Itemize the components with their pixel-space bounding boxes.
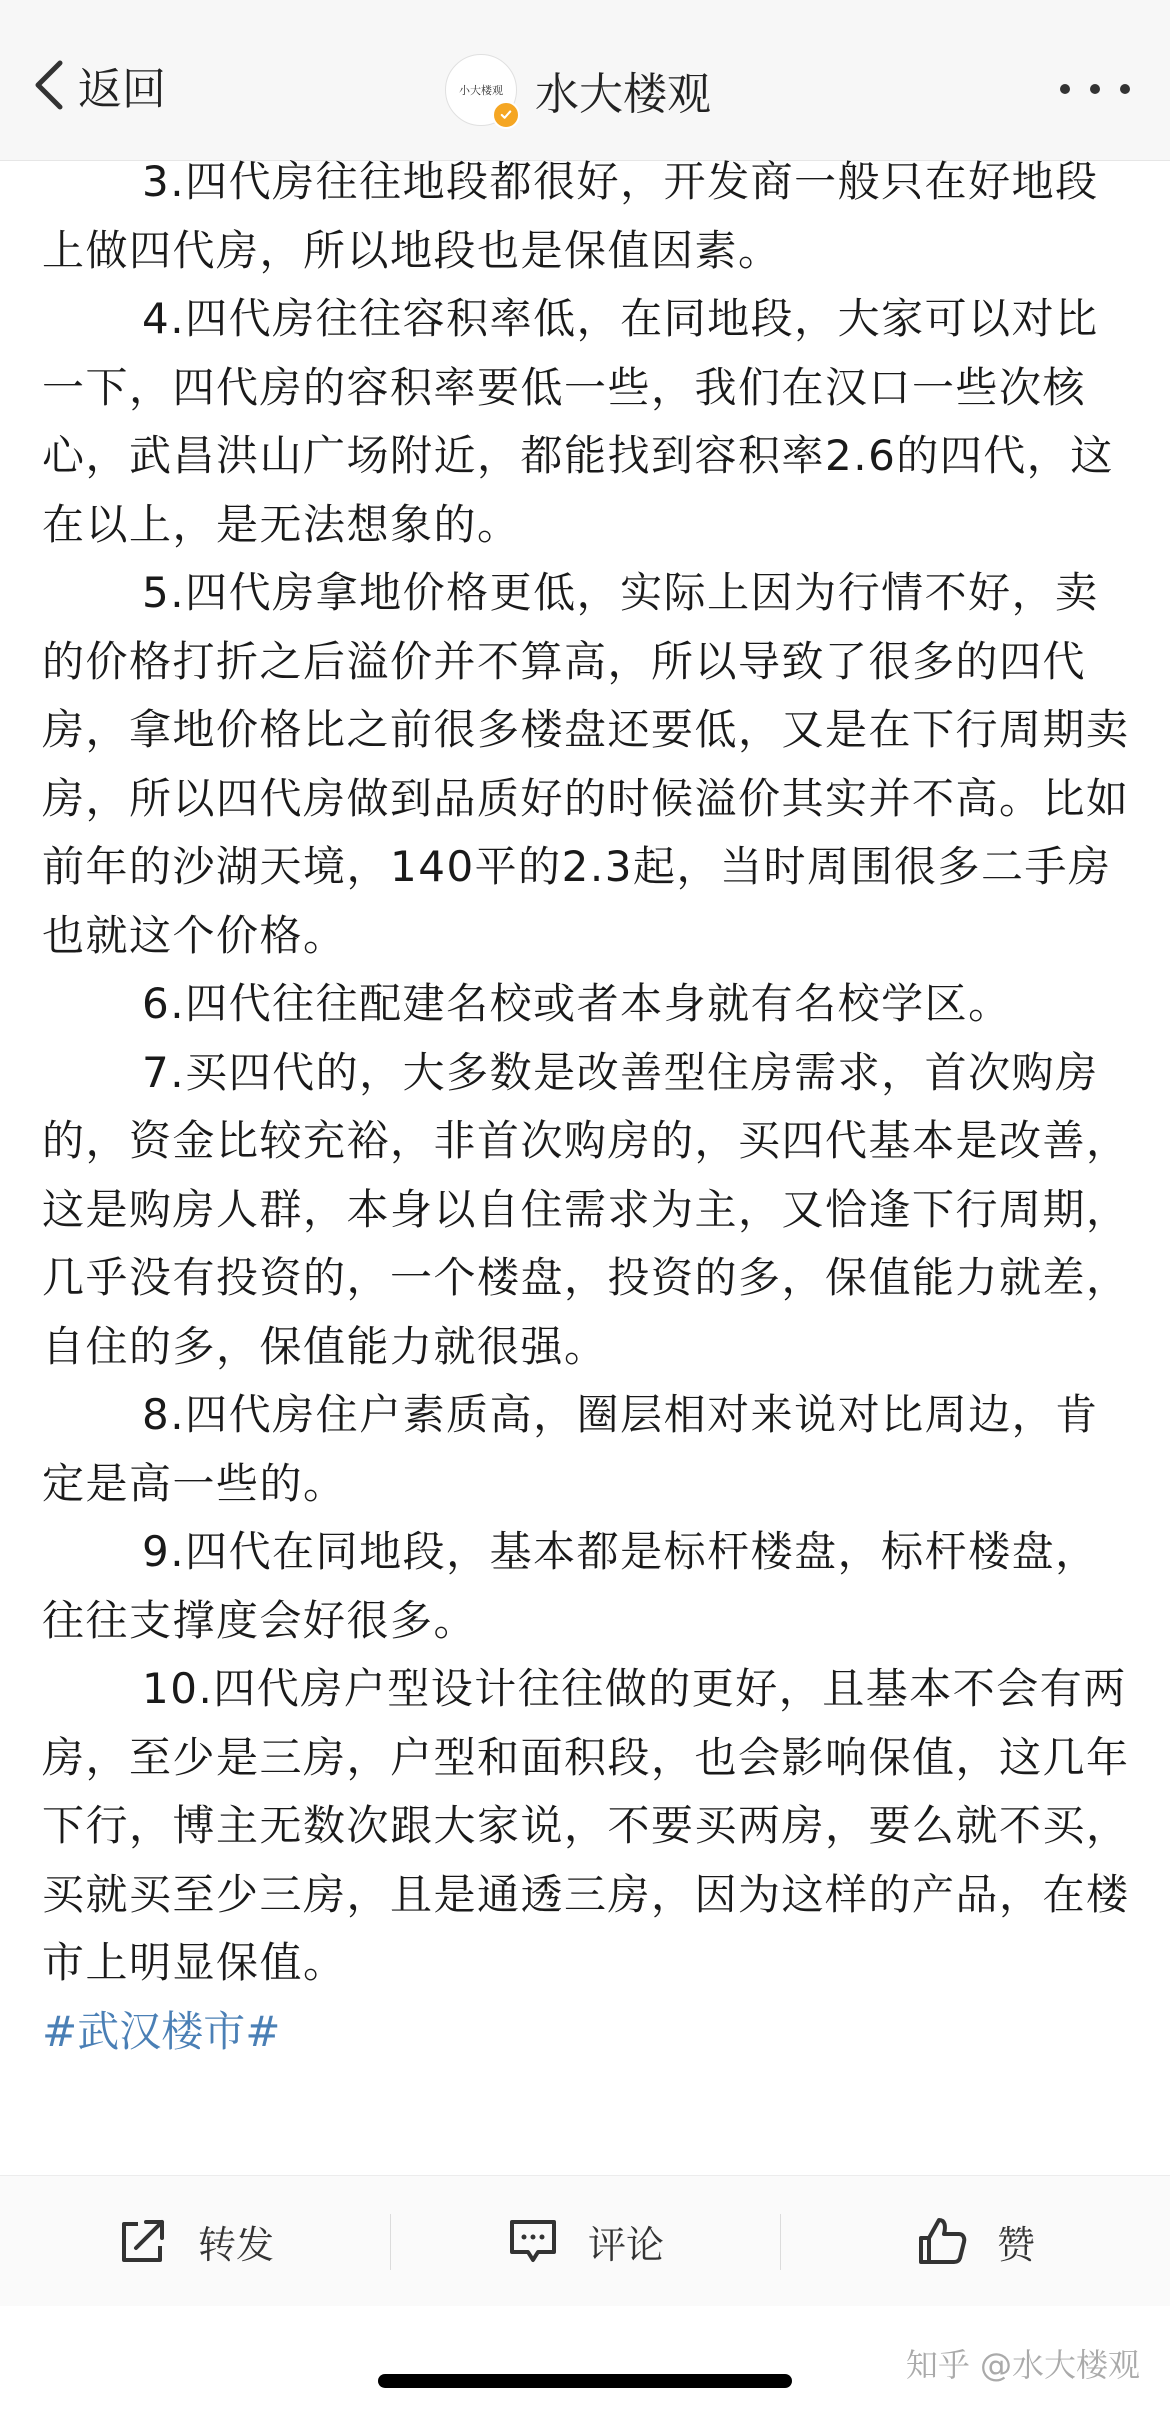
post-paragraph-4: 4.四代房往往容积率低，在同地段，大家可以对比一下，四代房的容积率要低一些，我们在汉口一些次核心，武昌洪山广场附近，都能找到容积率2.6的四代，这在以上，是无法想象的。 [42, 294, 1114, 549]
post-paragraph-3: 3.四代房往往地段都很好，开发商一般只在好地段上做四代房，所以地段也是保值因素。 [42, 157, 1099, 275]
repost-label: 转发 [197, 2222, 274, 2267]
comment-icon [506, 2214, 560, 2268]
watermark: 知乎 @水大楼观 [905, 2346, 1140, 2384]
post-paragraph-6: 6.四代往往配建名校或者本身就有名校学区。 [142, 979, 1012, 1028]
more-dots-icon[interactable] [1060, 74, 1130, 104]
hashtag-link[interactable]: #武汉楼市# [42, 2006, 281, 2056]
comment-button[interactable] [390, 2176, 780, 2306]
account-name[interactable]: 水大楼观 [535, 69, 711, 120]
post-content [42, 148, 1132, 2066]
like-label: 赞 [996, 2222, 1035, 2267]
avatar-text: 小大楼观 [459, 84, 503, 97]
back-label: 返回 [78, 64, 166, 115]
account-header[interactable] [445, 50, 711, 130]
verified-badge-icon [492, 101, 520, 129]
post-paragraph-7: 7.买四代的，大多数是改善型住房需求，首次购房的，资金比较充裕，非首次购房的，买四代基本是改善，这是购房人群，本身以自住需求为主，又恰逢下行周期，几乎没有投资的，一个楼盘，投资的多，保值能力就差，自住的多，保值能力就很强。 [42, 1047, 1130, 1371]
repost-button[interactable] [0, 2176, 390, 2306]
comment-label: 评论 [587, 2222, 664, 2267]
thumbs-up-icon [915, 2214, 969, 2268]
chevron-left-icon [30, 55, 70, 115]
post-paragraph-8: 8.四代房住户素质高，圈层相对来说对比周边，肯定是高一些的。 [42, 1390, 1099, 1508]
share-icon [116, 2214, 170, 2268]
action-bar [0, 2176, 1170, 2306]
top-nav-bar [0, 0, 1170, 161]
back-button[interactable] [30, 55, 166, 115]
post-paragraph-10: 10.四代房户型设计往往做的更好，且基本不会有两房，至少是三房，户型和面积段，也会影响保值，这几年下行，博主无数次跟大家说，不要买两房，要么就不买，买就买至少三房，且是通透三房，因为这样的产品，在楼市上明显保值。 [42, 1664, 1130, 1987]
like-button[interactable] [780, 2176, 1170, 2306]
post-paragraph-5: 5.四代房拿地价格更低，实际上因为行情不好，卖的价格打折之后溢价并不算高，所以导致了很多的四代房，拿地价格比之前很多楼盘还要低，又是在下行周期卖房，所以四代房做到品质好的时候溢价其实并不高。比如前年的沙湖天境，140平的2.3起，当时周围很多二手房也就这个价格。 [42, 568, 1130, 960]
home-indicator[interactable] [378, 2374, 792, 2388]
avatar[interactable] [445, 54, 517, 126]
post-paragraph-9: 9.四代在同地段，基本都是标杆楼盘，标杆楼盘，往往支撑度会好很多。 [42, 1527, 1099, 1645]
